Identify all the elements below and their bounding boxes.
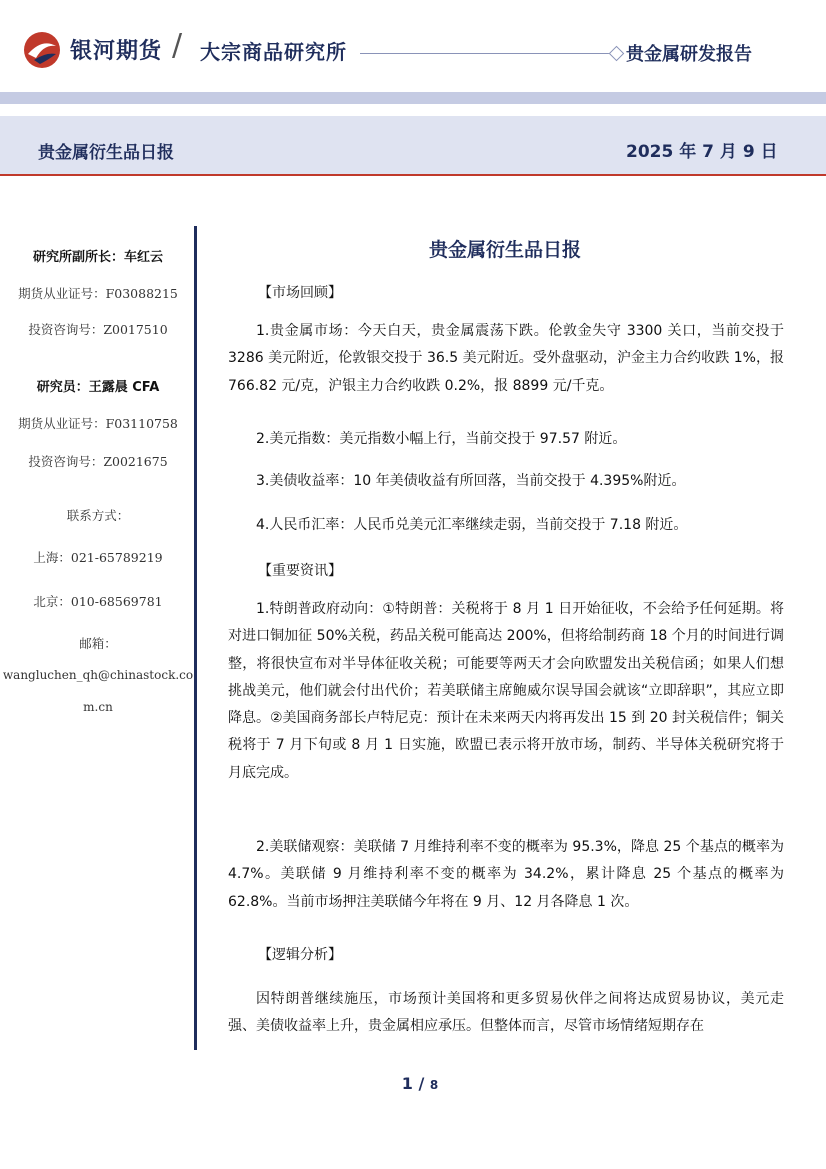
deputy-consult: 投资咨询号：Z0017510 — [28, 322, 168, 337]
sidebar-divider — [194, 226, 197, 1050]
page-number: 1 / 8 — [401, 1074, 439, 1093]
section-key-news: 【重要资讯】 — [258, 563, 342, 579]
contact-shanghai: 上海：021-65789219 — [33, 550, 163, 565]
email-line-1[interactable]: wangluchen_qh@chinastock.co — [2, 668, 194, 682]
header-band-top — [0, 92, 826, 104]
report-date: 2025 年 7 月 9 日 — [626, 142, 778, 162]
brand-name: 银河期货 — [70, 39, 163, 64]
deputy-license: 期货从业证号：F03088215 — [18, 286, 178, 301]
email-label: 邮箱： — [79, 636, 117, 651]
section-market-review: 【市场回顾】 — [258, 285, 342, 301]
section-logic-analysis: 【逻辑分析】 — [258, 947, 342, 963]
institute-name: 大宗商品研究所 — [200, 40, 347, 64]
researcher-license: 期货从业证号：F03110758 — [18, 416, 178, 431]
paragraph-treasury-yield: 3.美债收益率：10 年美债收益有所回落，当前交投于 4.395%附近。 — [256, 473, 686, 489]
header-rule — [360, 53, 612, 54]
header-slash: / — [172, 28, 183, 63]
paragraph-analysis: 因特朗普继续施压，市场预计美国将和更多贸易伙伴之间将达成贸易协议，美元走强、美债收益率上升，贵金属相应承压。但整体而言，尽管市场情绪短期存在 — [228, 991, 784, 1035]
researcher-title: 研究员：王露晨 CFA — [36, 380, 160, 395]
email-line-2[interactable]: m.cn — [83, 700, 113, 714]
contact-label: 联系方式： — [66, 508, 130, 523]
contact-beijing: 北京：010-68569781 — [33, 594, 163, 609]
paragraph-rmb-rate: 4.人民币汇率：人民币兑美元汇率继续走弱，当前交投于 7.18 附近。 — [256, 517, 688, 533]
title-band-red-rule — [0, 174, 826, 176]
paragraph-dollar-index: 2.美元指数：美元指数小幅上行，当前交投于 97.57 附近。 — [256, 431, 627, 447]
band-title: 贵金属衍生品日报 — [38, 143, 174, 163]
researcher-consult: 投资咨询号：Z0021675 — [28, 454, 168, 469]
deputy-title: 研究所副所长：车红云 — [32, 250, 163, 265]
paragraph-trump-policy: 1.特朗普政府动向：①特朗普：关税将于 8 月 1 日开始征收，不会给予任何延期。将对进口铜加征 50%关税，药品关税可能高达 200%，但将给制药商 18 个月的时间进行调整，将很快宣布对半导体征收关税；可能要等两天才会向欧盟发出关税信函；如果人们想挑战美元，他们就会付出代价；若美联储主席鲍威尔误导国会就该“立即辞职”，其应立即降息。②美国商务部长卢特尼克：预计在未来两天内将再发出 15 到 20 封关税信件；铜关税将于 7 月下旬或 8 月 1 日实施，欧盟已表示将开放市场，制药、半导体关税研究将于月底完成。 — [228, 601, 784, 781]
report-type: 贵金属研发报告 — [626, 44, 752, 65]
main-title: 贵金属衍生品日报 — [428, 239, 581, 261]
diamond-icon — [609, 46, 625, 62]
galaxy-logo-icon — [22, 30, 62, 70]
paragraph-fed-watch: 2.美联储观察：美联储 7 月维持利率不变的概率为 95.3%，降息 25 个基点的概率为 4.7%。美联储 9 月维持利率不变的概率为 34.2%，累计降息 25 个基点的概率为 62.8%。当前市场押注美联储今年将在 9 月、12 月各降息 1 次。 — [228, 839, 784, 910]
paragraph-precious-metals: 1.贵金属市场：今天白天，贵金属震荡下跌。伦敦金失守 3300 关口，当前交投于 3286 美元附近，伦敦银交投于 36.5 美元附近。受外盘驱动，沪金主力合约收跌 1%，报 766.82 元/克，沪银主力合约收跌 0.2%，报 8899 元/千克。 — [228, 323, 784, 394]
